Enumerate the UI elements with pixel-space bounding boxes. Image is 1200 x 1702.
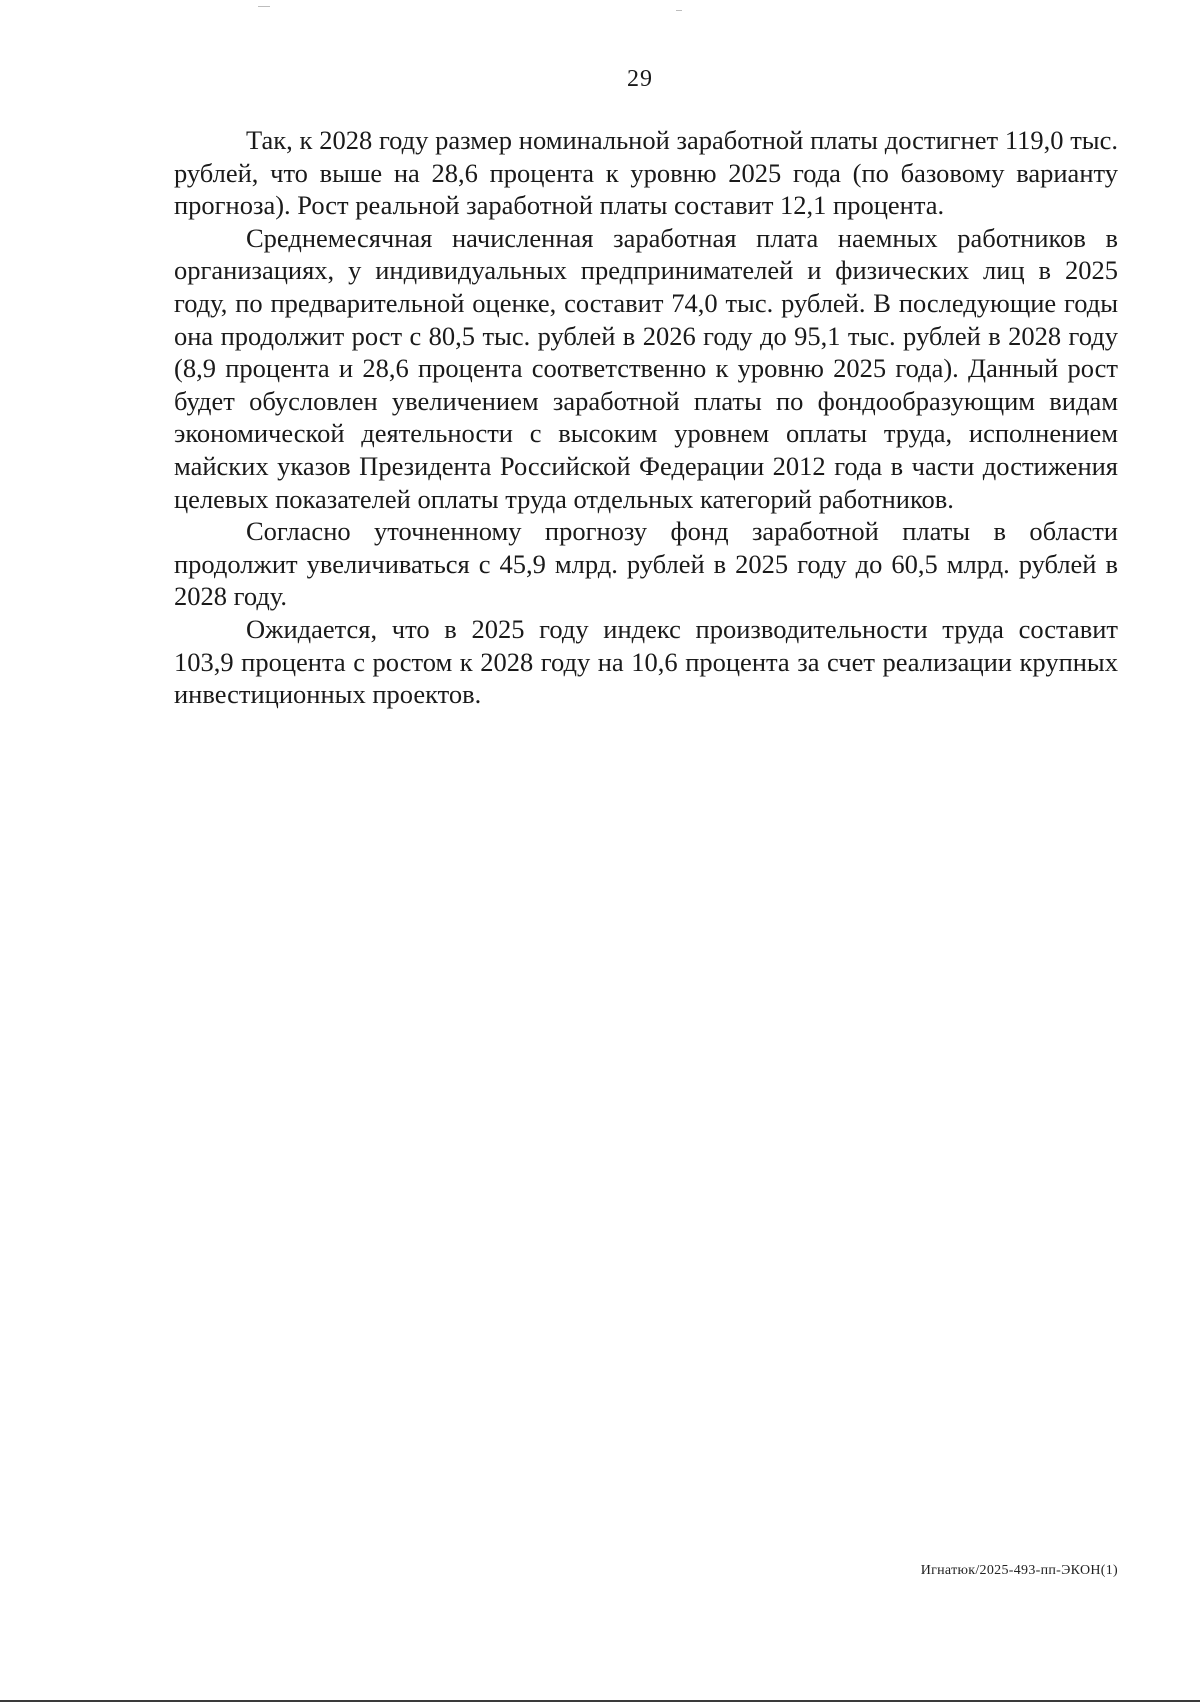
document-registration-code: Игнатюк/2025-493-пп-ЭКОН(1): [920, 1563, 1118, 1578]
paragraph-nominal-wage: Так, к 2028 году размер номинальной заработной платы достигнет 119,0 тыс. рублей, что выше на 28,6 процента к уровню 2025 года (по базовому варианту прогноза). Рост реальной заработной платы составит 12,1 процента.: [174, 125, 1118, 221]
paragraph-labor-productivity: Ожидается, что в 2025 году индекс производительности труда составит 103,9 процента с ростом к 2028 году на 10,6 процента за счет реализации крупных инвестиционных проектов.: [174, 613, 1118, 710]
page-number: 29: [627, 66, 653, 92]
document-body: [174, 124, 1118, 711]
scan-artifact-top-left: [258, 6, 270, 7]
paragraph-average-monthly-wage: Среднемесячная начисленная заработная плата наемных работников в организациях, у индивидуальных предпринимателей и физических лиц в 2025 году, по предварительной оценке, составит 74,0 тыс. рублей. В последующие годы она продолжит рост с 80,5 тыс. рублей в 2026 году до 95,1 тыс. рублей в 2028 году (8,9 процента и 28,6 процента соответственно к уровню 2025 года). Данный рост будет обусловлен увеличением заработной платы по фондообразующим видам экономической деятельности с высоким уровнем оплаты труда, исполнением майских указов Президента Российской Федерации 2012 года в части достижения целевых показателей оплаты труда отдельных категорий работников.: [174, 222, 1118, 514]
paragraph-wage-fund: Согласно уточненному прогнозу фонд заработной платы в области продолжит увеличиваться с 45,9 млрд. рублей в 2025 году до 60,5 млрд. рублей в 2028 году.: [174, 516, 1118, 612]
scan-artifact-top-right: [676, 10, 682, 11]
